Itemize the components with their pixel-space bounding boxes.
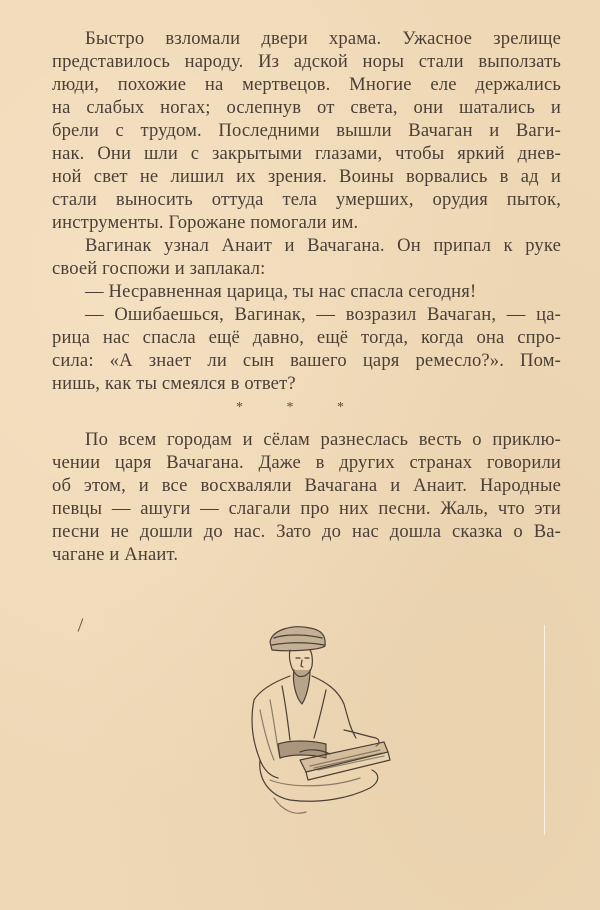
text-line: сила: «А знает ли сын вашего царя ремесло?». Пом- [52, 350, 561, 371]
page-crease [544, 625, 545, 835]
text-line: брели с трудом. Последними вышли Вачаган и Ваги- [52, 120, 561, 141]
text-line: чагане и Анаит. [52, 544, 179, 565]
text-line: нишь, как ты смеялся в ответ? [52, 373, 296, 394]
section-separator: * * * [236, 400, 364, 415]
text-line: инструменты. Горожане помогали им. [52, 212, 359, 233]
text-line: Быстро взломали двери храма. Ужасное зрелище [85, 28, 561, 49]
dialogue-line: — Несравненная царица, ты нас спасла сегодня! [85, 281, 477, 302]
text-line: своей госпожи и заплакал: [52, 258, 266, 279]
text-block-closing [52, 428, 561, 566]
text-block-main [52, 27, 561, 395]
text-line: нак. Они шли с закрытыми глазами, чтобы яркий днев- [52, 143, 561, 164]
stray-ink-mark [78, 618, 84, 631]
text-line: По всем городам и сёлам разнеслась весть о приклю- [85, 429, 561, 450]
text-line: Вагинак узнал Анаит и Вачагана. Он припал к руке [85, 235, 561, 256]
text-line: люди, похожие на мертвецов. Многие еле держались [52, 74, 561, 95]
musician-illustration-icon [230, 620, 410, 820]
text-line: чении царя Вачагана. Даже в других странах говорили [52, 452, 561, 473]
text-line: об этом, и все восхваляли Вачагана и Анаит. Народные [52, 475, 561, 496]
text-line: рица нас спасла ещё давно, ещё тогда, когда она спро- [52, 327, 561, 348]
text-line: ной свет не лишил их зрения. Воины ворвались в ад и [52, 166, 561, 187]
text-line: песни не дошли до нас. Зато до нас дошла сказка о Ва- [52, 521, 561, 542]
text-line: стали выносить оттуда тела умерших, орудия пыток, [52, 189, 561, 210]
text-line: певцы — ашуги — слагали про них песни. Жаль, что эти [52, 498, 561, 519]
text-line: представилось народу. Из адской норы стали выползать [52, 51, 561, 72]
text-line: на слабых ногах; ослепнув от света, они шатались и [52, 97, 561, 118]
dialogue-line: — Ошибаешься, Вагинак, — возразил Вачаган, — ца- [85, 304, 561, 325]
